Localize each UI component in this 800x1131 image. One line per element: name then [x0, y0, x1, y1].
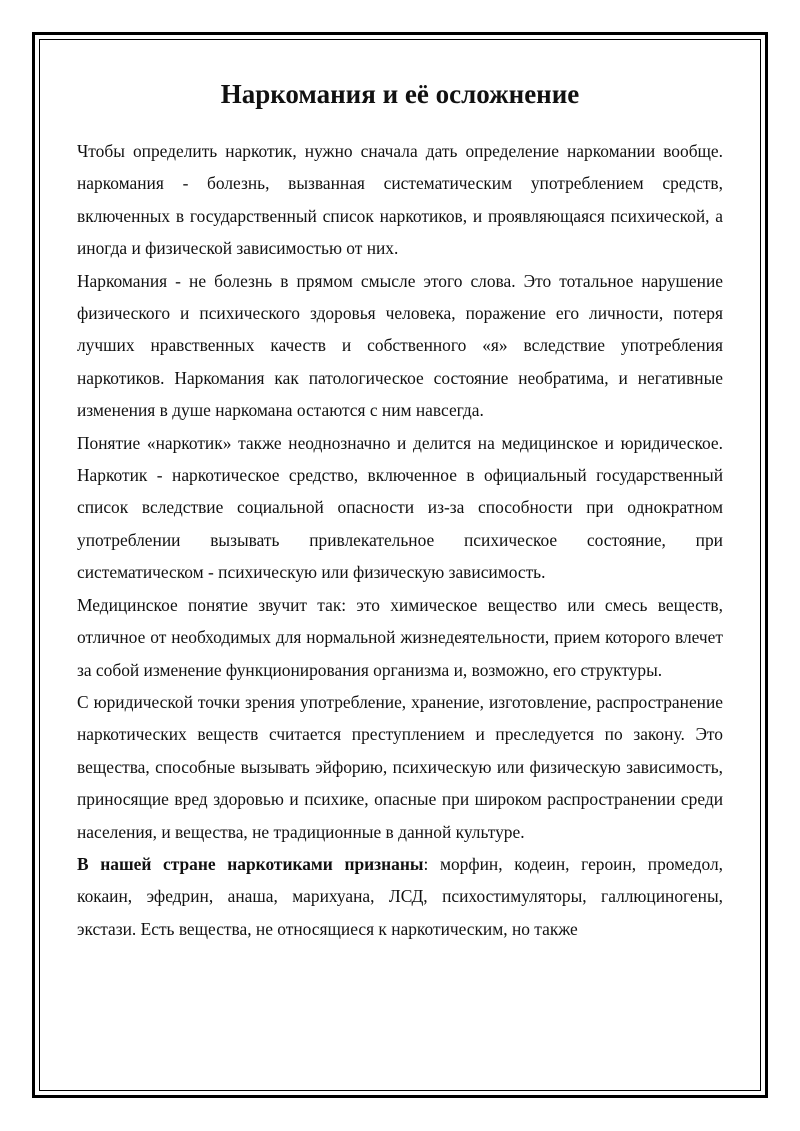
paragraph-3: Понятие «наркотик» также неоднозначно и делится на медицинское и юридическое. Наркотик - наркотическое средство, включенное в официальный государственный список вследствие социальной опасности из-за способности при однократном употреблении вызывать привлекательное психическое состояние, при систематическом - психическую или физическую зависимость. [77, 432, 723, 583]
paragraph-6-text: : морфин, кодеин, героин, промедол, кокаин, эфедрин, анаша, марихуана, ЛСД, психостимуляторы, галлюциногены, экстази. Есть вещества, не относящиеся к наркотическим, но также [77, 853, 723, 939]
paragraph-6 [77, 848, 723, 945]
paragraph-6-bold-lead: В нашей стране наркотиками признаны [77, 853, 424, 874]
paragraph-1: Чтобы определить наркотик, нужно сначала дать определение наркомании вообще. наркомания - болезнь, вызванная систематическим употреблением средств, включенных в государственный список наркотиков, и проявляющаяся психической, а иногда и физической зависимостью от них. [77, 141, 723, 259]
document-body [77, 74, 723, 1064]
paragraph-4: Медицинское понятие звучит так: это химическое вещество или смесь веществ, отличное от необходимых для нормальной жизнедеятельности, прием которого влечет за собой изменение функционирования организма и, возможно, его структуры. [77, 594, 723, 680]
paragraph-5: С юридической точки зрения употребление, хранение, изготовление, распространение наркотических веществ считается преступлением и преследуется по закону. Это вещества, способные вызывать эйфорию, психическую или физическую зависимость, приносящие вред здоровью и психике, опасные при широком распространении среди населения, и вещества, не традиционные в данной культуре. [77, 691, 723, 842]
document-title: Наркомания и её осложнение [220, 79, 580, 109]
paragraph-2: Наркомания - не болезнь в прямом смысле этого слова. Это тотальное нарушение физического и психического здоровья человека, поражение его личности, потеря лучших нравственных качеств и собственного «я» вследствие употребления наркотиков. Наркомания как патологическое состояние необратима, и негативные изменения в душе наркомана остаются с ним навсегда. [77, 270, 723, 421]
